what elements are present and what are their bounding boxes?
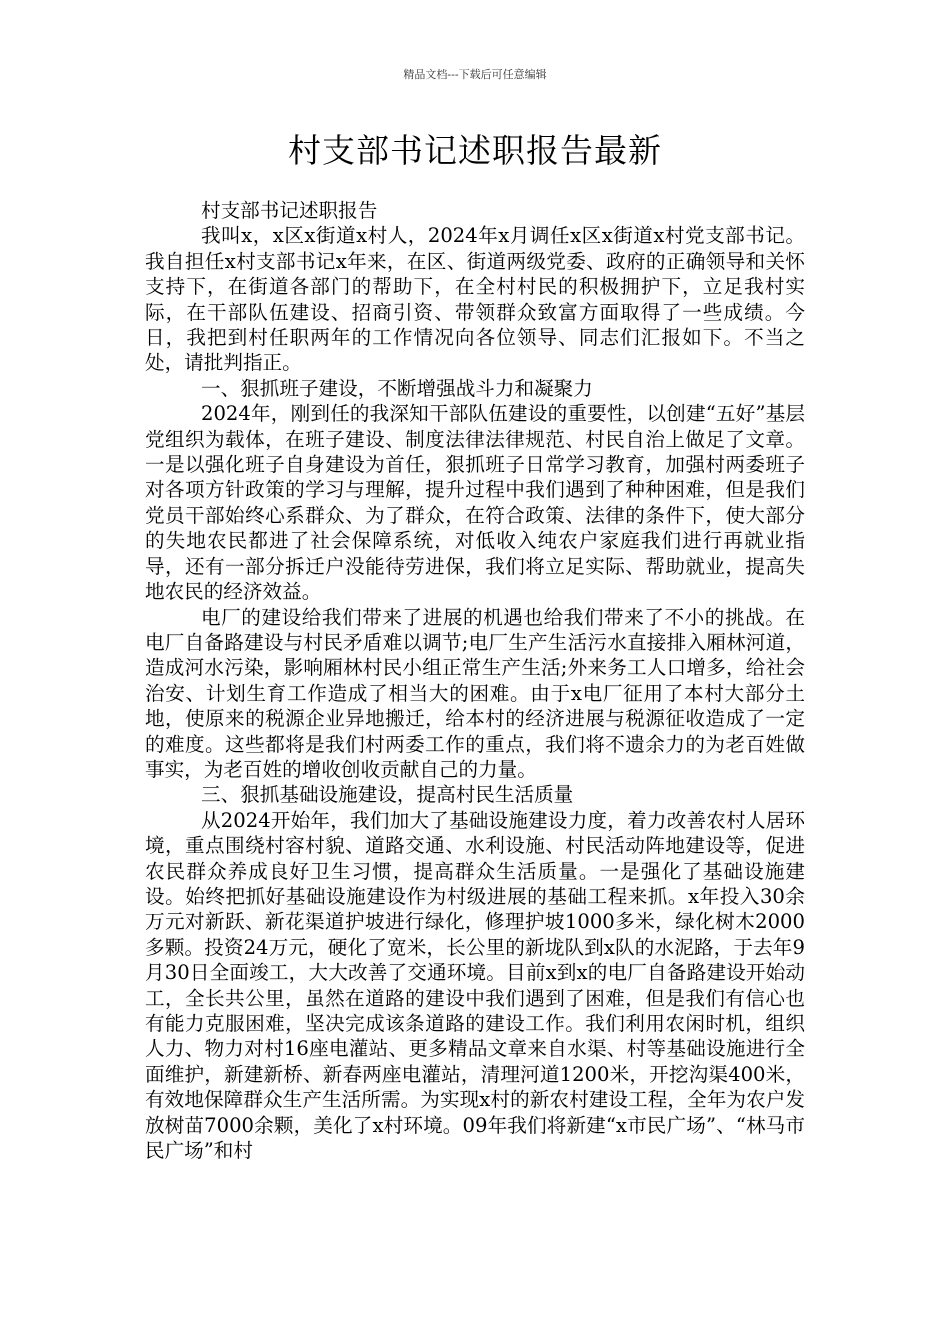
paragraph-section-1: 2024年，刚到任的我深知干部队伍建设的重要性，以创建“五好”基层党组织为载体，在班子建设、制度法律法律规范、村民自治上做足了文章。一是以强化班子自身建设为首任，狠抓班子日常学习教育，加强村两委班子对各项方针政策的学习与理解，提升过程中我们遇到了种种困难，但是我们党员干部始终心系群众、为了群众，在符合政策、法律的条件下，使大部分的失地农民都进了社会保障系统，对低收入纯农户家庭我们进行再就业指导，还有一部分拆迁户没能待劳进保，我们将立足实际、帮助就业，提高失地农民的经济效益。 [145, 402, 805, 604]
paragraph-subtitle: 村支部书记述职报告 [201, 199, 378, 222]
paragraph-section-3: 从2024开始年，我们加大了基础设施建设力度，着力改善农村人居环境，重点围绕村容村貌、道路交通、水利设施、村民活动阵地建设等，促进农民群众养成良好卫生习惯，提高群众生活质量。一是强化了基础设施建设。始终把抓好基础设施建设作为村级进展的基础工程来抓。x年投入30余万元对新跃、新花渠道护坡进行绿化，修理护坡1000多米，绿化树木2000多颗。投资24万元，硬化了宽米，长公里的新垅队到x队的水泥路，于去年9月30日全面竣工，大大改善了交通环境。目前x到x的电厂自备路建设开始动工，全长共公里，虽然在道路的建设中我们遇到了困难，但是我们有信心也有能力克服困难，坚决完成该条道路的建设工作。我们利用农闲时机，组织人力、物力对村16座电灌站、更多精品文章来自水渠、村等基础设施进行全面维护，新建新桥、新春两座电灌站，清理河道1200米，开挖沟渠400米，有效地保障群众生产生活所需。为实现x村的新农村建设工程，全年为农户发放树苗7000余颗，美化了x村环境。09年我们将新建“x市民广场”、“林马市民广场”和村 [145, 808, 805, 1163]
document-body [145, 198, 805, 1163]
paragraph-power-plant: 电厂的建设给我们带来了进展的机遇也给我们带来了不小的挑战。在电厂自备路建设与村民矛盾难以调节;电厂生产生活污水直接排入厢林河道，造成河水污染，影响厢林村民小组正常生产生活;外来务工人口增多，给社会治安、计划生育工作造成了相当大的困难。由于x电厂征用了本村大部分土地，使原来的税源企业异地搬迁，给本村的经济进展与税源征收造成了一定的难度。这些都将是我们村两委工作的重点，我们将不遗余力的为老百姓做事实，为老百姓的增收创收贡献自己的力量。 [145, 605, 805, 781]
page-header-watermark: 精品文档---下载后可任意编辑 [403, 68, 547, 81]
document-title: 村支部书记述职报告最新 [288, 131, 662, 170]
paragraph-intro: 我叫x，x区x街道x村人，2024年x月调任x区x街道x村党支部书记。我自担任x村支部书记x年来，在区、街道两级党委、政府的正确领导和关怀支持下，在街道各部门的帮助下，在全村村民的积极拥护下，立足我村实际，在干部队伍建设、招商引资、带领群众致富方面取得了一些成绩。今日，我把到村任职两年的工作情况向各位领导、同志们汇报如下。不当之处，请批判指正。 [145, 224, 805, 375]
section-heading-3: 三、狠抓基础设施建设，提高村民生活质量 [201, 783, 574, 807]
section-heading-1: 一、狠抓班子建设，不断增强战斗力和凝聚力 [201, 376, 593, 400]
